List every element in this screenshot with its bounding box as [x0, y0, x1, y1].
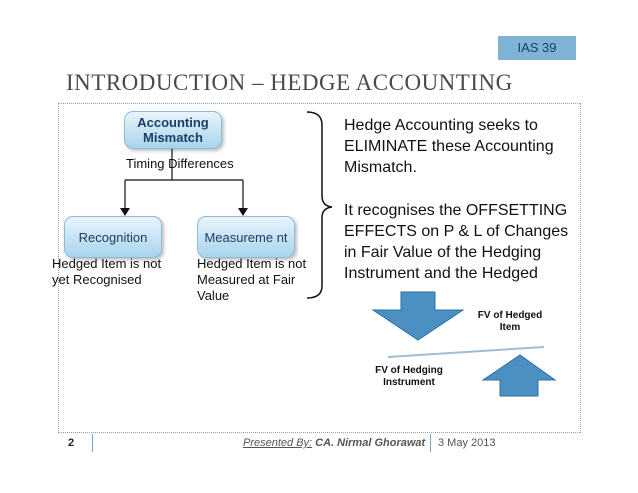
- presenter-name: CA. Nirmal Ghorawat: [315, 437, 426, 449]
- hedge-accounting-paragraph: Hedge Accounting seeks to ELIMINATE these Accounting Mismatch.: [344, 117, 554, 176]
- accounting-mismatch-label: Accounting Mismatch: [137, 115, 209, 145]
- recognition-box: [64, 216, 162, 258]
- measurement-label: Measureme nt: [204, 229, 288, 245]
- page-number-separator: [92, 434, 93, 452]
- right-arrowhead-icon: [238, 208, 248, 216]
- presented-by-label: Presented By:: [243, 437, 313, 449]
- down-arrow-icon: [373, 292, 463, 340]
- presentation-date: 3 May 2013: [438, 437, 496, 449]
- recognition-label: Recognition: [78, 229, 148, 245]
- recognition-description: Hedged Item is not yet Recognised: [52, 256, 162, 287]
- accounting-mismatch-box: [124, 111, 222, 149]
- fv-hedging-instrument-label: FV of Hedging Instrument: [375, 365, 443, 388]
- measurement-box: [197, 216, 295, 258]
- page-number: 2: [68, 437, 75, 449]
- date-separator: [430, 434, 431, 452]
- left-arrowhead-icon: [120, 208, 130, 216]
- offsetting-effects-paragraph: It recognises the OFFSETTING EFFECTS on P & L of Changes in Fair Value of the Hedging Instrument and the Hedged: [344, 202, 569, 282]
- fv-hedged-item-label: FV of Hedged Item: [477, 310, 543, 333]
- topic-badge: IAS 39: [498, 36, 576, 60]
- footer-divider: [58, 432, 580, 433]
- timing-differences-label: Timing Differences: [126, 156, 234, 171]
- measurement-description: Hedged Item is not Measured at Fair Value: [197, 256, 307, 303]
- up-arrow-icon: [483, 355, 555, 396]
- slide-title: INTRODUCTION – HEDGE ACCOUNTING: [66, 70, 513, 95]
- presenter-credit: [243, 437, 425, 449]
